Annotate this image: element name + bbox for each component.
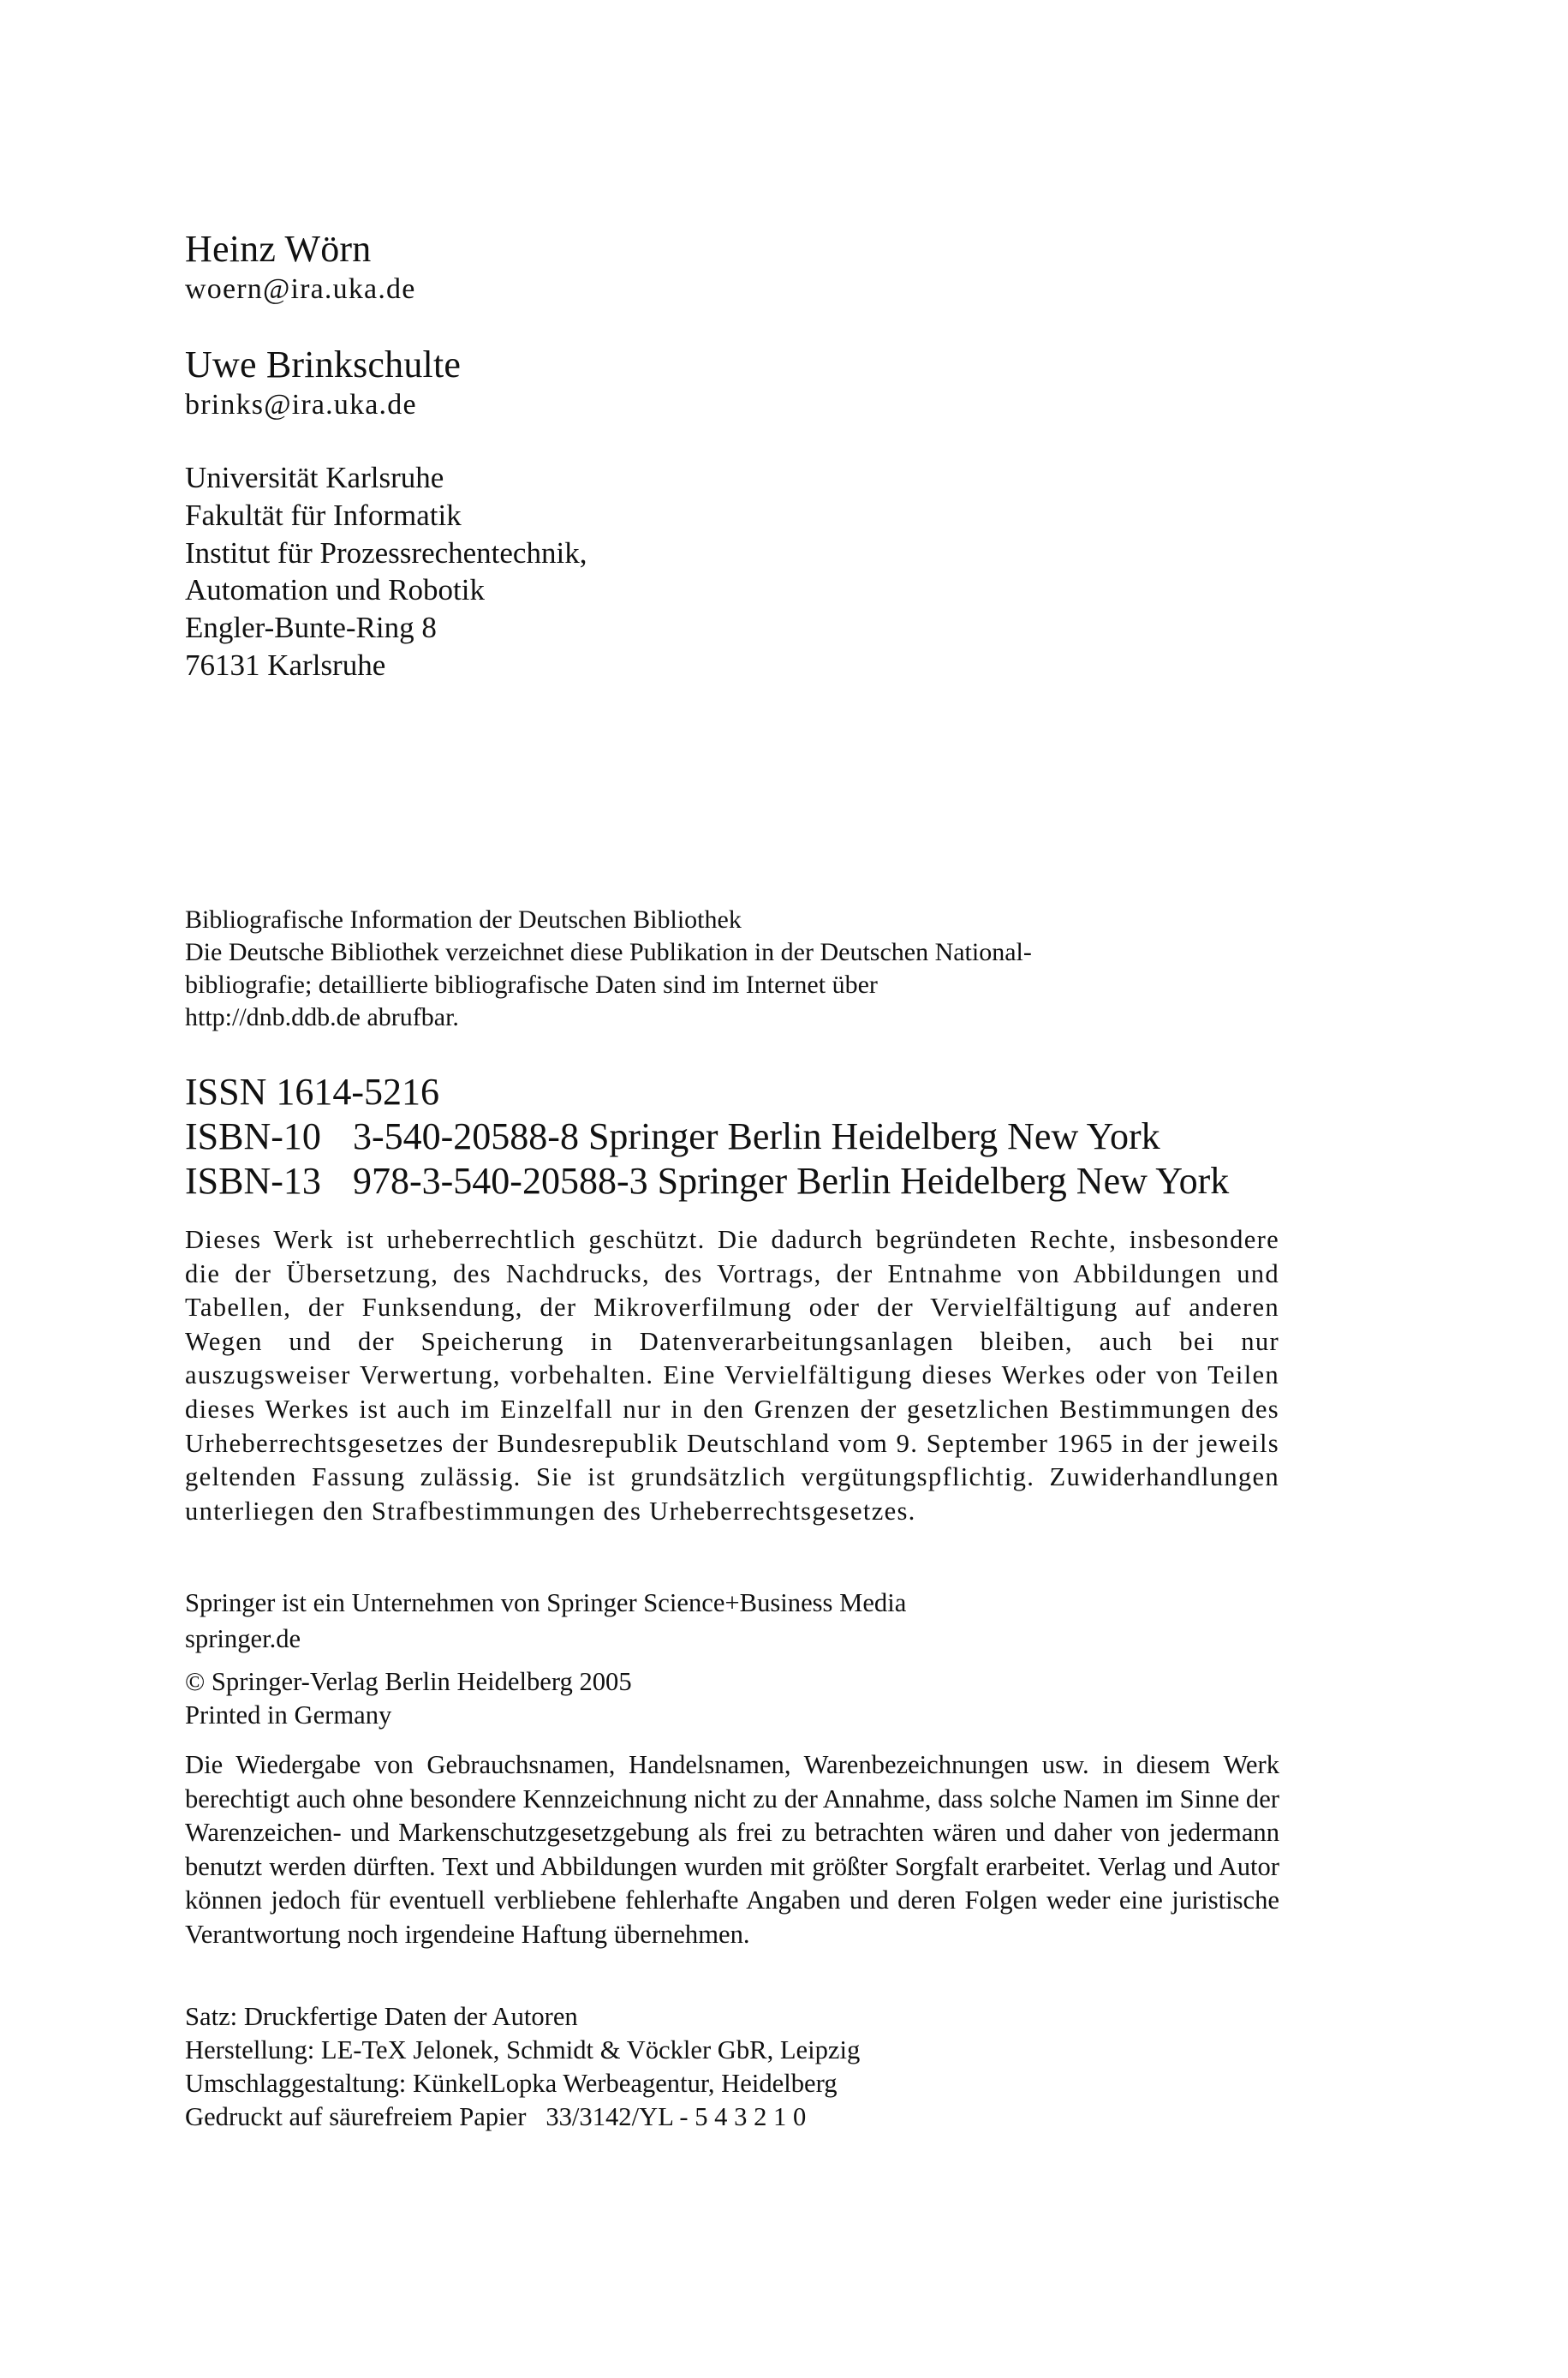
author-email: woern@ira.uka.de [185, 273, 416, 305]
address-line: Universität Karlsruhe [185, 461, 444, 494]
isbn10-line [185, 1114, 1229, 1159]
production-line: Gedruckt auf säurefreiem Papier 33/3142/YL - 5 4 3 2 1 0 [185, 2102, 807, 2131]
production-line: Umschlaggestaltung: KünkelLopka Werbeagentur, Heidelberg [185, 2069, 838, 2098]
publisher-info [185, 1586, 906, 1732]
copyright-notice: Dieses Werk ist urheberrechtlich geschützt. Die dadurch begründeten Rechte, insbesondere die der Übersetzung, des Nachdrucks, des Vortrags, der Entnahme von Abbildungen und Tabellen, der Funksendung, der Mikroverfilmung oder der Vervielfältigung auf anderen Wegen und der Speicherung in Datenverarbeitungsanlagen bleiben, auch bei nur auszugsweiser Verwertung, vorbehalten. Eine Vervielfältigung dieses Werkes oder von Teilen dieses Werkes ist auch im Einzelfall nur in den Grenzen der gesetzlichen Bestimmungen des Urheberrechtsgesetzes der Bundesrepublik Deutschland vom 9. September 1965 in der jeweils geltenden Fassung zulässig. Sie ist grundsätzlich vergütungspflichtig. Zuwiderhandlungen unterliegen den Strafbestimmungen des Urheberrechtsgesetzes. [185, 1225, 1279, 1526]
address-line: Institut für Prozessrechentechnik, [185, 535, 587, 570]
issn-line: ISSN 1614-5216 [185, 1071, 440, 1113]
address-line: 76131 Karlsruhe [185, 648, 386, 682]
author-email: brinks@ira.uka.de [185, 389, 417, 421]
printed-line: Printed in Germany [185, 1700, 392, 1730]
production-line: Satz: Druckfertige Daten der Autoren [185, 2002, 578, 2031]
production-credits [185, 2000, 860, 2134]
address-line: Engler-Bunte-Ring 8 [185, 611, 437, 645]
publisher-website: springer.de [185, 1624, 301, 1653]
isbn13-label: ISBN-13 [185, 1160, 321, 1202]
author-block-brinkschulte [185, 343, 461, 423]
publisher-company: Springer ist ein Unternehmen von Springer Science+Business Media [185, 1588, 907, 1617]
institution-address [185, 459, 587, 684]
author-name: Uwe Brinkschulte [185, 344, 462, 385]
bibliographic-info [185, 904, 1032, 1034]
trademark-notice: Die Wiedergabe von Gebrauchsnamen, Handelsnamen, Warenbezeichnungen usw. in diesem Werk berechtigt auch ohne besondere Kennzeichnung nicht zu der Annahme, dass solche Namen im Sinne der Warenzeichen- und Markenschutzgesetzgebung als frei zu betrachten wären und daher von jedermann benutzt werden dürften. Text und Abbildungen wurden mit größter Sorgfalt erarbeitet. Verlag und Autor können jedoch für eventuell verbliebene fehlerhafte Angaben und deren Folgen weder eine juristische Verantwortung noch irgendeine Haftung übernehmen. [185, 1750, 1279, 1949]
isbn10-label: ISBN-10 [185, 1115, 321, 1157]
bibliographic-line: http://dnb.ddb.de abrufbar. [185, 1003, 459, 1031]
bibliographic-line: Die Deutsche Bibliothek verzeichnet diese Publikation in der Deutschen National- [185, 938, 1032, 966]
isbn13-value: 978-3-540-20588-3 Springer Berlin Heidelberg New York [353, 1160, 1230, 1202]
imprint-page [185, 0, 1290, 2378]
author-name: Heinz Wörn [185, 228, 372, 270]
copyright-line: © Springer-Verlag Berlin Heidelberg 2005 [185, 1667, 632, 1696]
isbn13-line [185, 1159, 1229, 1204]
production-line: Herstellung: LE-TeX Jelonek, Schmidt & Vöckler GbR, Leipzig [185, 2035, 861, 2064]
bibliographic-line: Bibliografische Information der Deutschen Bibliothek [185, 905, 742, 934]
isbn10-value: 3-540-20588-8 Springer Berlin Heidelberg New York [353, 1115, 1160, 1157]
address-line: Automation und Robotik [185, 573, 485, 607]
identifiers [185, 1070, 1229, 1204]
address-line: Fakultät für Informatik [185, 498, 462, 532]
bibliographic-line: bibliografie; detaillierte bibliografische Daten sind im Internet über [185, 971, 878, 999]
author-block-woern [185, 227, 416, 308]
